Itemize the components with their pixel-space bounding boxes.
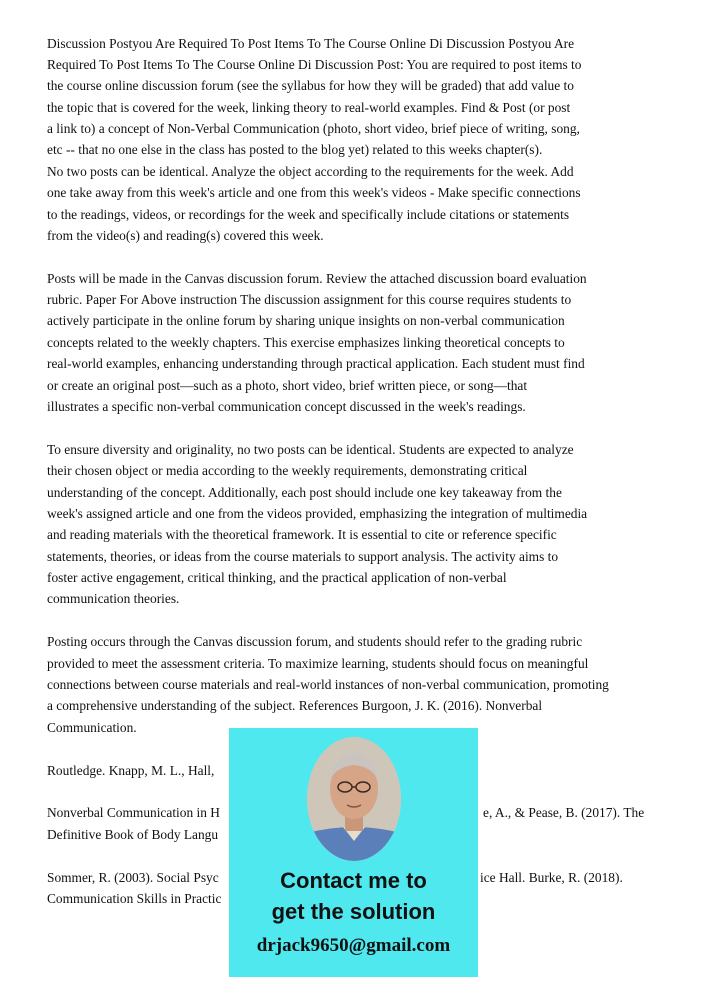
body-text-line: illustrates a specific non-verbal communication concept discussed in the week's readings. bbox=[47, 399, 526, 414]
body-text-line: concepts related to the weekly chapters. This exercise emphasizes linking theoretical concepts to bbox=[47, 335, 565, 350]
body-text-line: Sommer, R. (2003). Social Psyc bbox=[47, 870, 219, 885]
body-text-line: etc -- that no one else in the class has posted to the blog yet) related to this weeks chapter(s). bbox=[47, 142, 543, 157]
body-text-line: rubric. Paper For Above instruction The discussion assignment for this course requires students to bbox=[47, 292, 572, 307]
body-text-fragment: ice Hall. Burke, R. (2018). bbox=[480, 870, 623, 885]
body-text-line: Required To Post Items To The Course Online Di Discussion Post: You are required to post items to bbox=[47, 57, 582, 72]
avatar bbox=[307, 737, 401, 861]
body-text-line: Communication. bbox=[47, 720, 137, 735]
body-text-line: understanding of the concept. Additionally, each post should include one key takeaway from the bbox=[47, 485, 562, 500]
body-text-line: To ensure diversity and originality, no two posts can be identical. Students are expected to analyze bbox=[47, 442, 574, 457]
contact-subheadline: get the solution bbox=[271, 899, 436, 924]
body-text-line: their chosen object or media according to the weekly requirements, demonstrating critical bbox=[47, 463, 528, 478]
body-text-line: week's assigned article and one from the videos provided, emphasizing the integration of multimedia bbox=[47, 506, 588, 521]
body-text-line: to the readings, videos, or recordings for the week and specifically include citations or statements bbox=[47, 207, 570, 222]
body-text-line: Posting occurs through the Canvas discussion forum, and students should refer to the grading rubric bbox=[47, 634, 583, 649]
body-text-line: Definitive Book of Body Langu bbox=[47, 827, 219, 842]
body-text-line: real-world examples, enhancing understanding through practical application. Each student must find bbox=[47, 356, 585, 371]
contact-headline: Contact me to bbox=[280, 868, 427, 893]
body-text-line: a link to) a concept of Non-Verbal Communication (photo, short video, brief piece of writing, song, bbox=[47, 121, 580, 136]
body-text-line: a comprehensive understanding of the subject. References Burgoon, J. K. (2016). Nonverbal bbox=[47, 698, 543, 713]
body-text-line: Posts will be made in the Canvas discussion forum. Review the attached discussion board evaluation bbox=[47, 271, 587, 286]
body-text-line: No two posts can be identical. Analyze the object according to the requirements for the week. Add bbox=[47, 164, 574, 179]
body-text-line: and reading materials with the theoretical framework. It is essential to cite or reference specific bbox=[47, 527, 557, 542]
body-text-line: Routledge. Knapp, M. L., Hall, bbox=[47, 763, 215, 778]
body-text-line: the topic that is covered for the week, linking theory to real-world examples. Find & Post (or post bbox=[47, 100, 571, 115]
contact-ad-banner[interactable] bbox=[229, 728, 478, 977]
body-text-line: provided to meet the assessment criteria. To maximize learning, students should focus on meaningful bbox=[47, 656, 589, 671]
body-text-line: connections between course materials and real-world instances of non-verbal communication, promoting bbox=[47, 677, 609, 692]
portrait-photo bbox=[307, 737, 401, 861]
body-text-line: foster active engagement, critical thinking, and the practical application of non-verbal bbox=[47, 570, 507, 585]
body-text-line: Communication Skills in Practic bbox=[47, 891, 222, 906]
contact-email-link[interactable]: drjack9650@gmail.com bbox=[256, 935, 451, 956]
body-text-line: Nonverbal Communication in H bbox=[47, 805, 220, 820]
body-text-line: from the video(s) and reading(s) covered this week. bbox=[47, 228, 324, 243]
body-text-line: Discussion Postyou Are Required To Post Items To The Course Online Di Discussion Postyou Are bbox=[47, 36, 575, 51]
body-text-fragment: e, A., & Pease, B. (2017). The bbox=[483, 805, 645, 820]
body-text-line: actively participate in the online forum by sharing unique insights on non-verbal communication bbox=[47, 313, 565, 328]
body-text-line: one take away from this week's article and one from this week's videos - Make specific connections bbox=[47, 185, 581, 200]
body-text-line: statements, theories, or ideas from the course materials to support analysis. The activity aims to bbox=[47, 549, 559, 564]
body-text-line: communication theories. bbox=[47, 591, 180, 606]
body-text-line: the course online discussion forum (see the syllabus for how they will be graded) that add value to bbox=[47, 78, 574, 93]
body-text-line: or create an original post—such as a photo, short video, brief written piece, or song—that bbox=[47, 378, 528, 393]
